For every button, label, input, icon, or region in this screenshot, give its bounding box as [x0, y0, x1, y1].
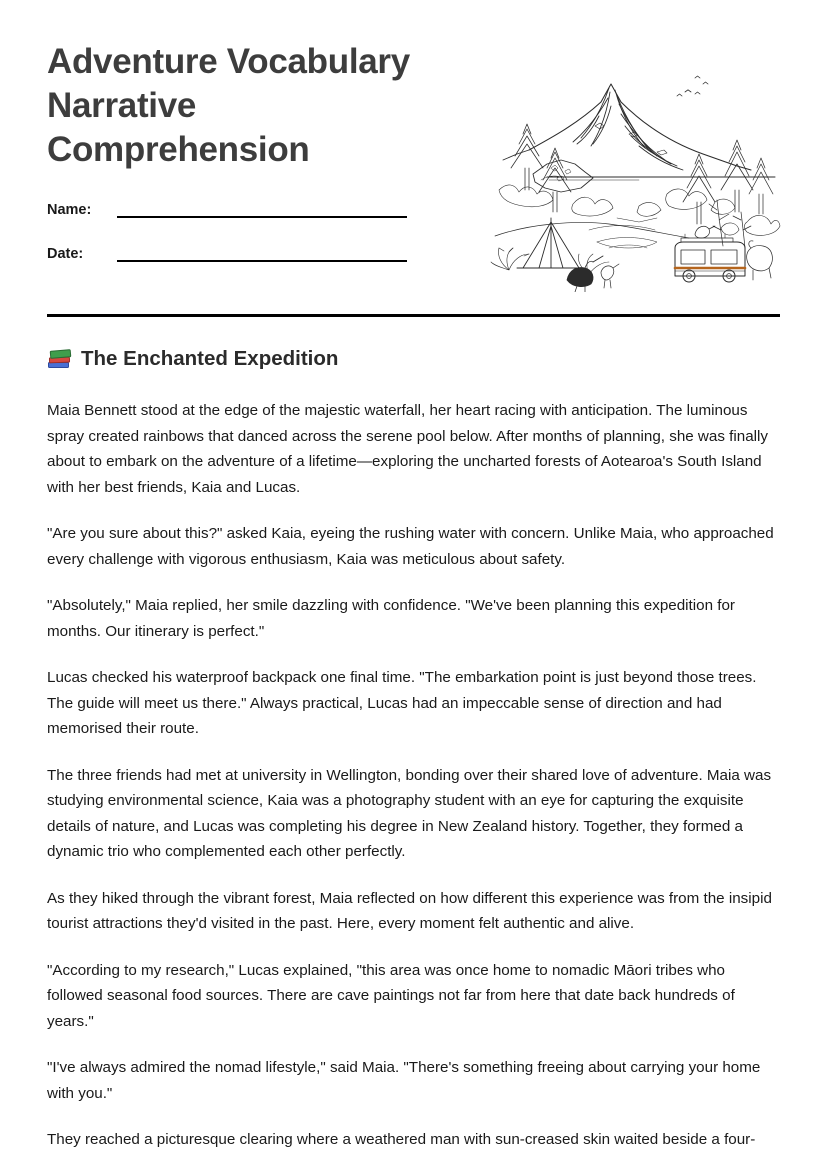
- story-paragraph: Maia Bennett stood at the edge of the majestic waterfall, her heart racing with anticipation. The luminous spray created rainbows that danced across the serene pool below. After months of planning, she was finally about to embark on the adventure of a lifetime—exploring the uncharted forests of Aotearoa's South Island with her best friends, Kaia and Lucas.: [47, 402, 768, 496]
- books-icon: [47, 348, 72, 370]
- worksheet-header: [47, 0, 781, 292]
- story-paragraph: "According to my research," Lucas explained, "this area was once home to nomadic Māori tribes who followed seasonal food sources. There are cave paintings not far from here that date back hundreds of years.": [47, 961, 735, 1030]
- tent-shape: [517, 218, 585, 268]
- story-section: [47, 317, 781, 1153]
- right-shrubs: [721, 215, 780, 235]
- story-paragraph: As they hiked through the vibrant forest, Maia reflected on how different this experience was from the insipid tourist attractions they'd visited in the past. Here, every moment felt authentic and alive.: [47, 889, 772, 932]
- kiwi-bird-icon: [567, 256, 603, 292]
- mountain-lake-campsite-illustration: [489, 72, 781, 292]
- lake-waterline: [547, 177, 775, 180]
- header-left-column: [47, 40, 477, 282]
- story-paragraph: "I've always admired the nomad lifestyle," said Maia. "There's something freeing about carrying your home with you.": [47, 1059, 761, 1102]
- page-title: Adventure Vocabulary Narrative Comprehension: [47, 42, 410, 170]
- date-field-row: [47, 238, 477, 264]
- story-paragraph: They reached a picturesque clearing where a weathered man with sun-creased skin waited beside a four-: [47, 1131, 756, 1148]
- story-paragraph: The three friends had met at university in Wellington, bonding over their shared love of adventure. Maia was studying environmental science, Kaia was a photography student with an eye for capturing the exquisite details of nature, and Lucas was completing his degree in New Zealand history. Together, they formed a dynamic trio who complemented each other perfectly.: [47, 766, 772, 860]
- story-paragraph: "Absolutely," Maia replied, her smile dazzling with confidence. "We've been planning this expedition for months. Our itinerary is perfect.": [47, 597, 735, 640]
- story-heading: [47, 347, 781, 371]
- bird-on-roof-icon: [695, 226, 715, 238]
- date-field-label: Date:: [47, 246, 84, 263]
- name-field-row: [47, 194, 477, 220]
- story-paragraph: Lucas checked his waterproof backpack one final time. "The embarkation point is just beyond those trees. The guide will meet us there." Always practical, Lucas had an impeccable sense of direction and had memorised their route.: [47, 669, 757, 737]
- name-input-line[interactable]: [117, 216, 407, 218]
- birds-icon: [677, 76, 708, 96]
- sheep-icon: [747, 241, 773, 280]
- date-input-line[interactable]: [117, 260, 407, 262]
- name-field-label: Name:: [47, 202, 92, 219]
- conifer-trees-right: [683, 140, 773, 224]
- ground-contours: [495, 218, 689, 248]
- forest-undergrowth: [499, 185, 735, 216]
- tree-trunks-right: [709, 200, 751, 248]
- small-bird-icon: [601, 264, 619, 288]
- mountain-shape: [503, 84, 751, 170]
- campervan-icon: [675, 234, 745, 282]
- story-heading-label: The Enchanted Expedition: [81, 347, 339, 370]
- story-paragraph: "Are you sure about this?" asked Kaia, eyeing the rushing water with concern. Unlike Maia, who approached every challenge with vigorous enthusiasm, Kaia was meticulous about safety.: [47, 525, 774, 568]
